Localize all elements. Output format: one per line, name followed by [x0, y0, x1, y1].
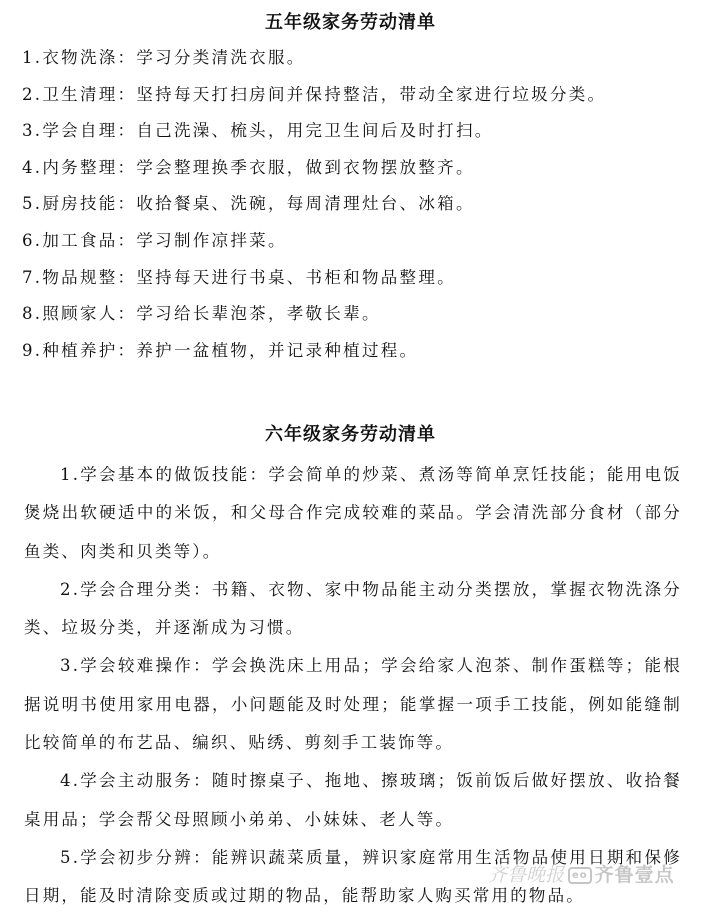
paragraph: 5.学会初步分辨：能辨识蔬菜质量，辨识家庭常用生活物品使用日期和保修日期，能及时清除变质或过期的物品，能帮助家人购买常用的物品。: [24, 847, 682, 906]
list-item: 3.学会自理：自己洗澡、梳头，用完卫生间后及时打扫。: [22, 121, 494, 141]
grade6-paragraphs: [24, 456, 682, 916]
grade6-title: 六年级家务劳动清单: [265, 424, 436, 445]
paragraph: 1.学会基本的做饭技能：学会简单的炒菜、煮汤等简单烹饪技能；能用电饭煲烧出软硬适中的米饭，和父母合作完成较难的菜品。学会清洗部分食材（部分鱼类、肉类和贝类等）。: [24, 465, 682, 561]
watermark-brand: 齐鲁壹点: [594, 864, 675, 886]
list-item: 2.卫生清理：坚持每天打扫房间并保持整洁，带动全家进行垃圾分类。: [22, 84, 607, 104]
watermark-script-logo: 齐鲁晚报: [488, 864, 565, 886]
list-item: 9.种植养护：养护一盆植物，并记录种植过程。: [22, 340, 419, 360]
list-item: 8.照顾家人：学习给长辈泡茶，孝敬长辈。: [22, 304, 381, 324]
list-item: 4.内务整理：学会整理换季衣服，做到衣物摆放整齐。: [22, 157, 475, 177]
watermark-badge-icon: eo: [568, 867, 592, 884]
watermark: [568, 860, 675, 887]
paragraph: 3.学会较难操作：学会换洗床上用品；学会给家人泡茶、制作蛋糕等；能根据说明书使用家用电器，小问题能及时处理；能掌握一项手工技能，例如能缝制比较简单的布艺品、编织、贴绣、剪刻手工装饰等。: [24, 656, 682, 753]
grade5-list: [22, 45, 606, 374]
list-item: 6.加工食品：学习制作凉拌菜。: [22, 230, 287, 250]
grade5-title: 五年级家务劳动清单: [265, 12, 436, 33]
list-item: 5.厨房技能：收拾餐桌、洗碗，每周清理灶台、冰箱。: [22, 194, 475, 214]
list-item: 7.物品规整：坚持每天进行书桌、书柜和物品整理。: [22, 267, 456, 287]
paragraph: 2.学会合理分类：书籍、衣物、家中物品能主动分类摆放，掌握衣物洗涤分类、垃圾分类，并逐渐成为习惯。: [24, 579, 682, 638]
paragraph: 4.学会主动服务：随时擦桌子、拖地、擦玻璃；饭前饭后做好摆放、收拾餐桌用品；学会帮父母照顾小弟弟、小妹妹、老人等。: [24, 771, 682, 829]
list-item: 1.衣物洗涤：学习分类清洗衣服。: [22, 48, 306, 67]
